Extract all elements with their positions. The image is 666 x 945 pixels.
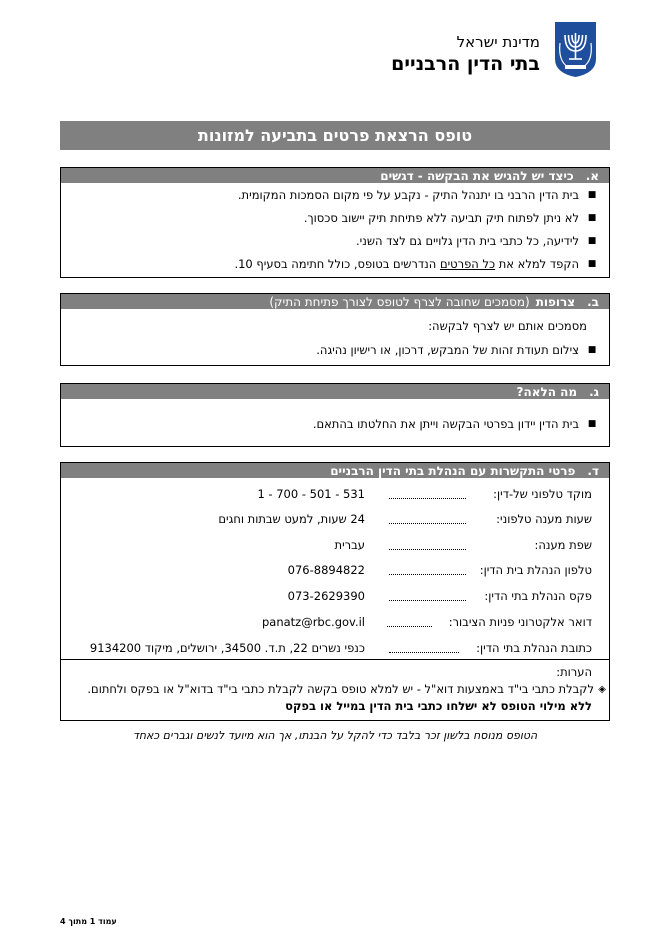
bullet-icon: ■ [587,236,597,246]
contact-label: שפת מענה: [534,538,592,552]
dotted-leader [389,574,466,575]
section-b-letter: ב. [587,294,599,309]
section-c-header [61,384,609,399]
bullet-icon: ■ [587,345,597,355]
form-title: טופס הרצאת פרטים בתביעה למזונות [60,121,610,150]
list-item-text: בית הדין יידון בפרטי הבקשה וייתן את החלטתו בהתאם. [312,417,579,431]
dotted-leader [389,652,459,653]
contact-label: פקס הנהלת בתי הדין: [484,589,592,603]
section-b-intro: מסמכים אותם יש לצרף לבקשה: [428,319,587,333]
page-number: עמוד 1 מתוך 4 [60,917,117,926]
note-item [67,682,606,696]
section-d-header [61,463,609,478]
state-name: מדינת ישראל [456,33,540,51]
contact-row [61,483,609,503]
diamond-bullet-icon: ◈ [598,683,606,695]
contact-value: 24 שעות, למעט שבתות וחגים [218,512,365,526]
section-c-heading: מה הלאה? [516,384,578,399]
state-emblem-icon [554,21,597,78]
section-c [60,383,610,447]
dotted-leader [389,523,466,524]
list-item [61,234,609,248]
section-b-subheading: (מסמכים שחובה לצרף לטופס לצורך פתיחת התיק) [269,294,530,309]
contact-value: 076-8894822 [287,563,365,577]
list-item-text: בית הדין הרבני בו יתנהל התיק - נקבע על פי מקום הסמכות המקומית. [237,188,579,202]
list-item [61,257,609,271]
contact-row [61,611,609,631]
section-c-letter: ג. [589,384,599,399]
section-b [60,293,610,366]
contact-row [61,534,609,554]
section-a-heading: כיצד יש להגיש את הבקשה - דגשים [380,168,574,183]
dotted-leader [389,549,466,550]
bullet-icon: ■ [587,190,597,200]
contact-value: 073-2629390 [287,589,365,603]
contact-row [61,585,609,605]
contact-row [61,559,609,579]
gender-disclaimer: הטופס מנוסח בלשון זכר בלבד כדי להקל על הבנתו, אך הוא מיועד לנשים וגברים כאחד [132,729,538,742]
contact-value: 1 - 700 - 501 - 531 [257,487,365,501]
notes-title: הערות: [556,665,592,679]
contact-label: שעות מענה טלפוני: [496,512,592,526]
contact-value: כנפי נשרים 22, ת.ד. 34500, ירושלים, מיקוד 9134200 [89,641,365,655]
contact-email[interactable]: panatz@rbc.gov.il [261,615,365,629]
list-item [61,343,609,357]
bullet-icon: ■ [587,419,597,429]
list-item-text: לא ניתן לפתוח תיק תביעה ללא פתיחת תיק יישוב סכסוך. [303,211,579,225]
contact-label: טלפון הנהלת בית הדין: [479,563,592,577]
list-item-text: לידיעה, כל כתבי בית הדין גלויים גם לצד השני. [355,234,579,248]
section-a-letter: א. [585,168,599,183]
dotted-leader [389,498,466,499]
contact-row [61,637,609,657]
contact-label: כתובת הנהלת בתי הדין: [476,641,592,655]
section-a-header [61,168,609,183]
contact-label: מוקד טלפוני של-דין: [493,487,592,501]
list-item [61,211,609,225]
list-item-text: צילום תעודת זהות של המבקש, דרכון, או רישיון נהיגה. [316,343,579,357]
section-b-heading: צרופות [535,294,576,309]
contact-label: דואר אלקטרוני פניות הציבור: [448,615,592,629]
divider [61,659,609,660]
note-text: לקבלת כתבי בי"ד באמצעות דוא"ל - יש למלא טופס בקשה לקבלת כתבי בי"ד בדוא"ל או בפקס ולחתום. [87,682,594,696]
courts-name: בתי הדין הרבניים [391,53,540,75]
section-b-header [61,294,609,309]
bullet-icon: ■ [587,259,597,269]
list-item [61,417,609,431]
section-d-letter: ד. [587,463,599,478]
contact-row [61,508,609,528]
section-a [60,167,610,278]
section-d [60,462,610,721]
contact-value: עברית [334,538,365,552]
section-d-heading: פרטי התקשרות עם הנהלת בתי הדין הרבניים [330,463,576,478]
list-item [61,188,609,202]
note-warning: ללא מילוי הטופס לא ישלחו כתבי בית הדין במייל או בפקס [285,699,592,713]
bullet-icon: ■ [587,213,597,223]
dotted-leader [389,600,466,601]
dotted-leader [387,626,432,627]
list-item-text: הקפד למלא את כל הפרטים הנדרשים בטופס, כולל חתימה בסעיף 10. [234,257,579,271]
